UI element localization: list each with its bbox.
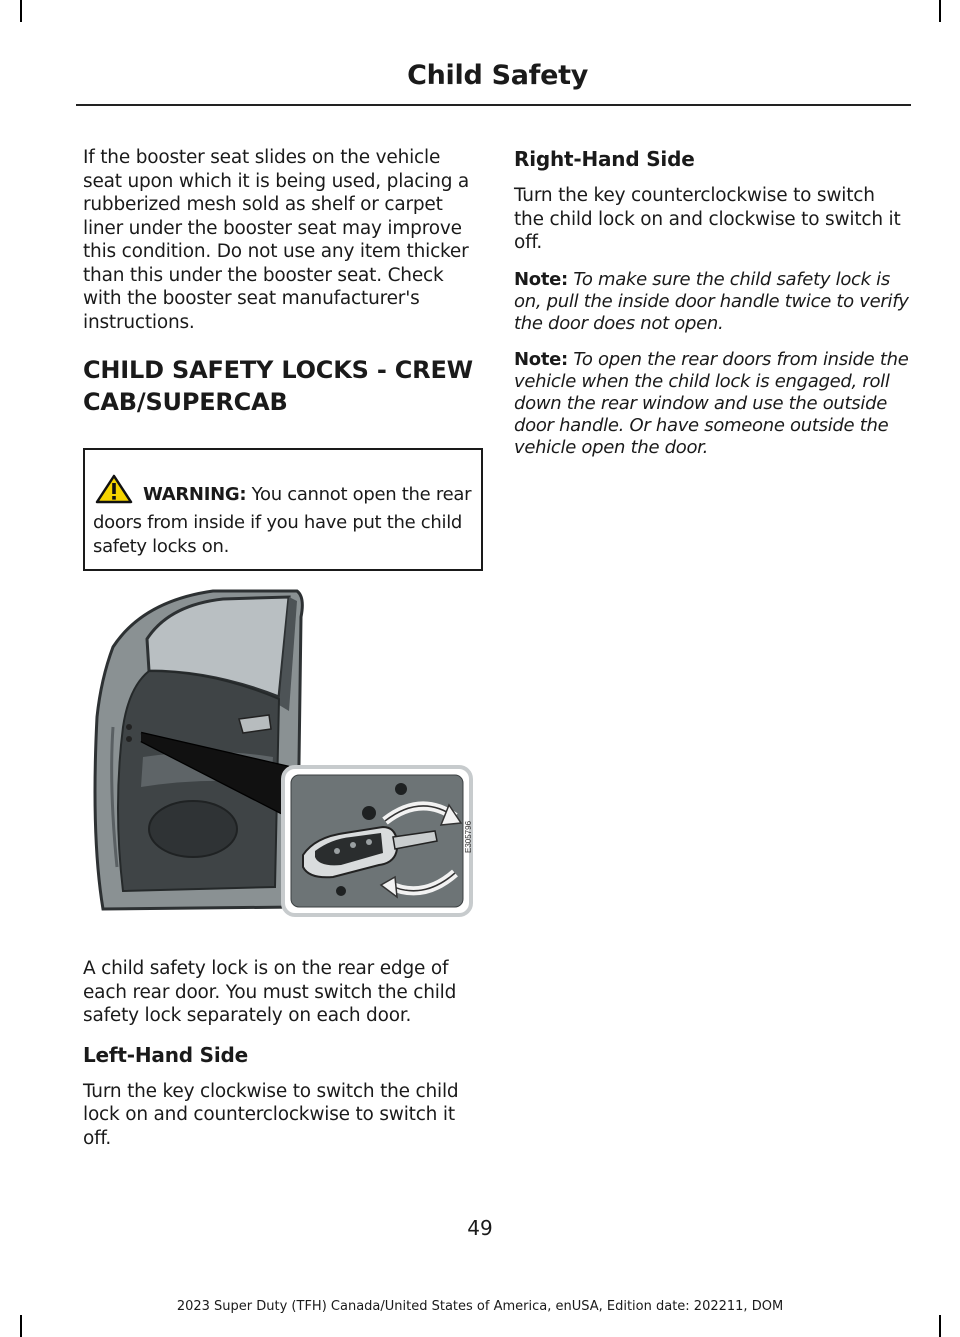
note-open-from-inside bbox=[514, 349, 910, 459]
warning-text: You cannot open the rear doors from inside if you have put the child safety locks on. bbox=[93, 484, 472, 557]
crop-mark-top-right bbox=[939, 0, 941, 22]
page-number: 49 bbox=[467, 1216, 493, 1240]
note-text: To make sure the child safety lock is on, pull the inside door handle twice to verify the door does not open. bbox=[514, 268, 909, 334]
right-hand-side-heading: Right-Hand Side bbox=[514, 147, 695, 171]
child-lock-illustration bbox=[83, 587, 475, 927]
crop-mark-bottom-right bbox=[939, 1315, 941, 1337]
figure-code: E305796 bbox=[464, 820, 473, 853]
right-column bbox=[514, 146, 910, 473]
warning-label: WARNING: bbox=[143, 484, 247, 505]
lock-location-paragraph: A child safety lock is on the rear edge of each rear door. You must switch the child safety lock separately on each door. bbox=[83, 958, 457, 1026]
booster-seat-paragraph: If the booster seat slides on the vehicle seat upon which it is being used, placing a rubberized mesh sold as shelf or carpet liner under the booster seat may improve this condition. Do not use any item thicker than this under the booster seat. Check with the booster seat manufacturer's instructions. bbox=[83, 147, 470, 333]
left-hand-side-heading: Left-Hand Side bbox=[83, 1042, 248, 1067]
right-hand-side-paragraph: Turn the key counterclockwise to switch the child lock on and clockwise to switch it off. bbox=[514, 185, 901, 253]
note-label: Note: bbox=[514, 348, 568, 370]
note-verify-lock bbox=[514, 269, 910, 335]
header-rule bbox=[76, 104, 911, 106]
section-heading-line2: CAB/SUPERCAB bbox=[83, 388, 288, 416]
note-text: To open the rear doors from inside the vehicle when the child lock is engaged, roll down the rear window and use the outside door handle. Or have someone outside the vehicle open the door. bbox=[514, 348, 909, 458]
section-heading bbox=[83, 354, 475, 418]
page-title: Child Safety bbox=[407, 60, 588, 91]
footer-edition: 2023 Super Duty (TFH) Canada/United States of America, enUSA, Edition date: 202211, DOM bbox=[176, 1299, 784, 1314]
left-hand-side-paragraph: Turn the key clockwise to switch the child lock on and counterclockwise to switch it off. bbox=[83, 1080, 459, 1149]
left-column bbox=[83, 146, 475, 1164]
warning-box bbox=[83, 448, 483, 571]
crop-mark-top-left bbox=[20, 0, 22, 22]
crop-mark-bottom-left bbox=[20, 1315, 22, 1337]
warning-triangle-icon bbox=[95, 474, 133, 511]
note-label: Note: bbox=[514, 268, 568, 290]
section-heading-line1: CHILD SAFETY LOCKS - CREW bbox=[83, 356, 473, 384]
